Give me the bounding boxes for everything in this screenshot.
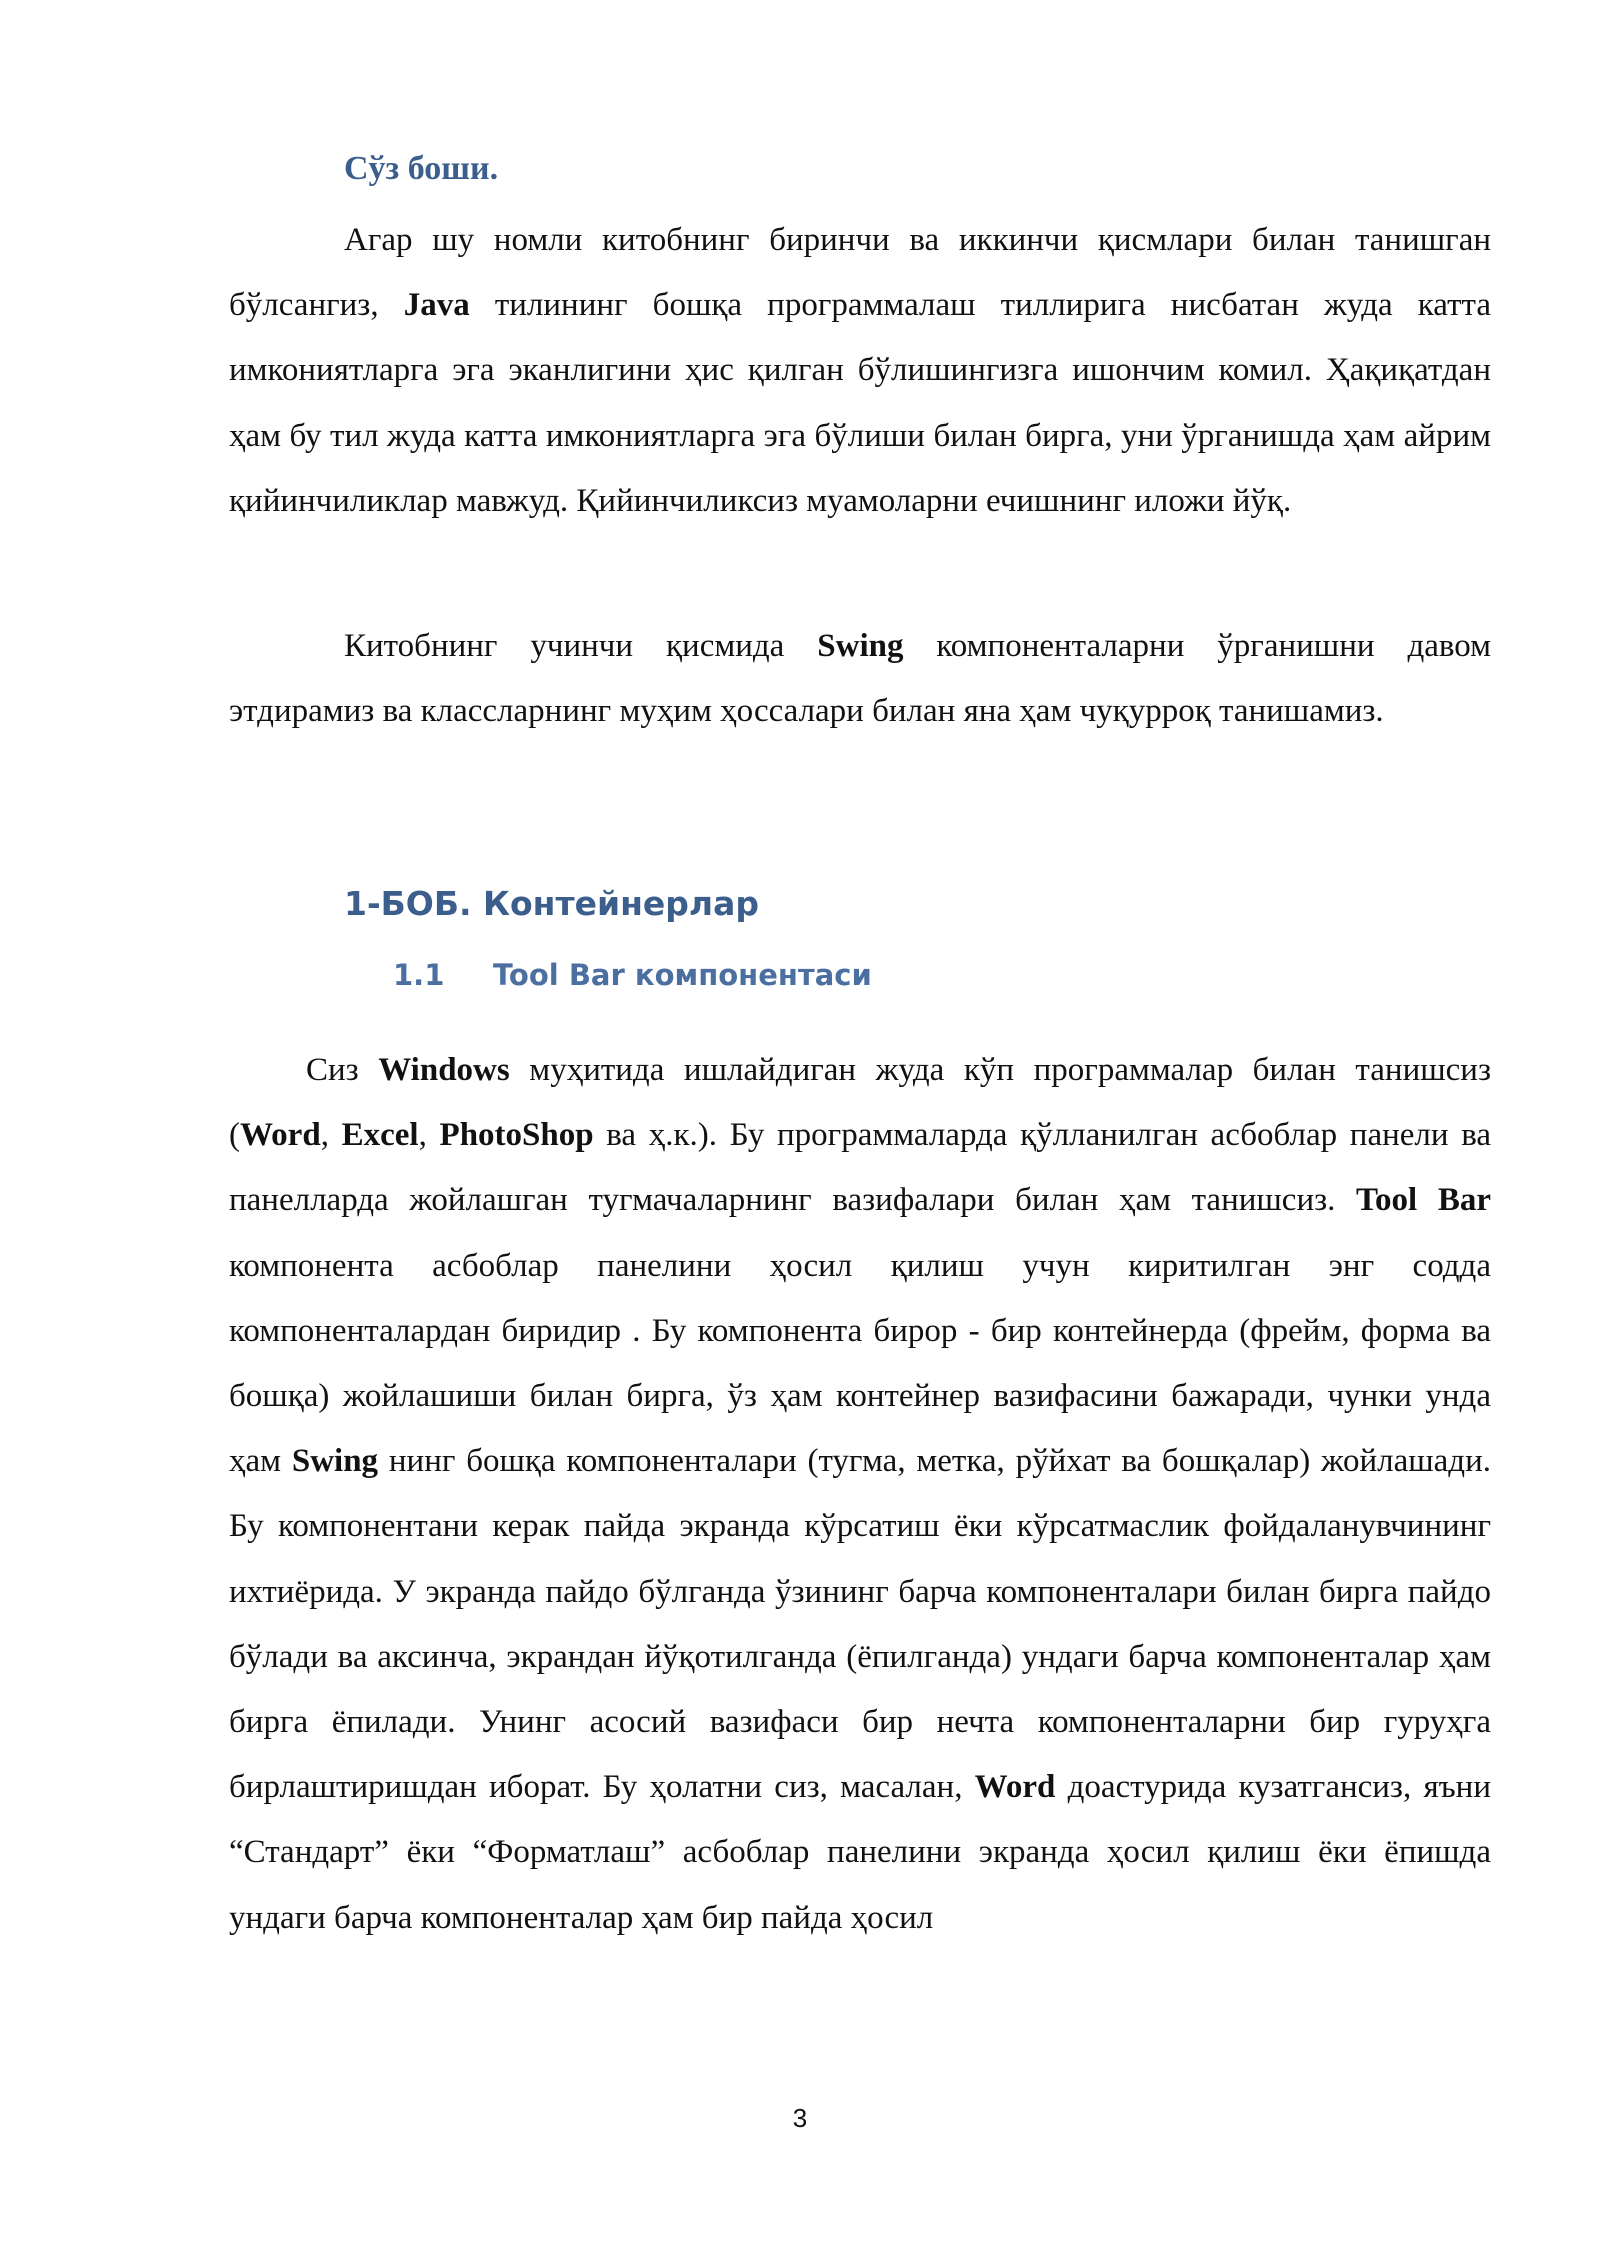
bold-term: PhotoShop	[439, 1117, 594, 1154]
section-number: 1.1	[393, 958, 445, 992]
bold-term: Swing	[817, 628, 904, 664]
bold-term: Windows	[378, 1052, 510, 1088]
bold-term: Swing	[291, 1443, 379, 1480]
preface-paragraph-2	[229, 614, 1491, 744]
bold-term: Word	[240, 1117, 321, 1154]
text-run: доастурида кузатгансиз, яъни “Стандарт” ёки “Форматлаш” асбоблар панелини экранда ҳосил қилиш ёки ёпишда ундаги барча компоненталар ҳам бир пайда ҳосил	[229, 1769, 1492, 1936]
text-run: тилининг бошқа программалаш тиллирига нисбатан жуда катта имкониятларга эга эканлигини ҳис қилган бўлишингизга ишончим комил. Ҳақиқатдан ҳам бу тил жуда катта имкониятларга эга бўлиши билан бирга, уни ўрганишда ҳам айрим қийинчиликлар мавжуд. Қийинчиликсиз муамоларни ечишнинг иложи йўқ.	[229, 287, 1491, 519]
section-title: Tool Bar компонентаси	[493, 958, 872, 992]
text-run: ,	[320, 1117, 342, 1154]
text-run: Китобнинг учинчи қисмида	[344, 628, 818, 664]
page-number: 3	[792, 2103, 808, 2133]
bold-term: Tool Bar	[1356, 1182, 1491, 1219]
text-run: ва ҳ.к.). Бу программаларда қўлланилган асбоблар панели ва панелларда жойлашган тугмачаларнинг вазифалари билан ҳам танишсиз.	[229, 1117, 1492, 1219]
text-run: компонента асбоблар панелини ҳосил қилиш учун киритилган энг содда компоненталардан биридир . Бу компонента бирор - бир контейнерда (фрейм, форма ва бошқа) жойлашиши билан бирга, ўз ҳам контейнер вазифасини бажаради, чунки унда ҳам	[229, 1247, 1491, 1480]
chapter-heading: 1-БОБ. Контейнерлар	[344, 884, 759, 923]
text-run: компоненталарни ўрганишни давом этдирамиз ва классларнинг муҳим ҳоссалари билан яна ҳам чуқурроқ танишамиз.	[229, 628, 1491, 730]
text-run: Сиз	[306, 1052, 379, 1088]
bold-term: Java	[403, 287, 470, 324]
bold-term: Excel	[341, 1117, 419, 1154]
text-run: Агар шу номли китобнинг биринчи ва иккинчи қисмлари билан танишган бўлсангиз,	[229, 222, 1491, 324]
section-paragraph-1	[229, 1038, 1491, 1951]
preface-heading: Сўз боши.	[344, 150, 499, 187]
text-run: нинг бошқа компоненталари (тугма, метка, рўйхат ва бошқалар) жойлашади. Бу компонентани керак пайда экранда кўрсатиш ёки кўрсатмаслик фойдаланувчининг ихтиёрида. У экранда пайдо бўлганда ўзининг барча компоненталари билан бирга пайдо бўлади ва аксинча, экрандан йўқотилганда (ёпилганда) ундаги барча компоненталар ҳам бирга ёпилади. Унинг асосий вазифаси бир нечта компоненталарни бир гуруҳга бирлаштиришдан иборат. Бу ҳолатни сиз, масалан,	[229, 1443, 1492, 1806]
preface-paragraph-1	[229, 208, 1491, 534]
bold-term: Word	[974, 1769, 1056, 1806]
text-run: муҳитида ишлайдиган жуда кўп программалар билан танишсиз (	[229, 1052, 1491, 1154]
section-heading	[393, 958, 872, 992]
text-run: ,	[418, 1117, 440, 1154]
